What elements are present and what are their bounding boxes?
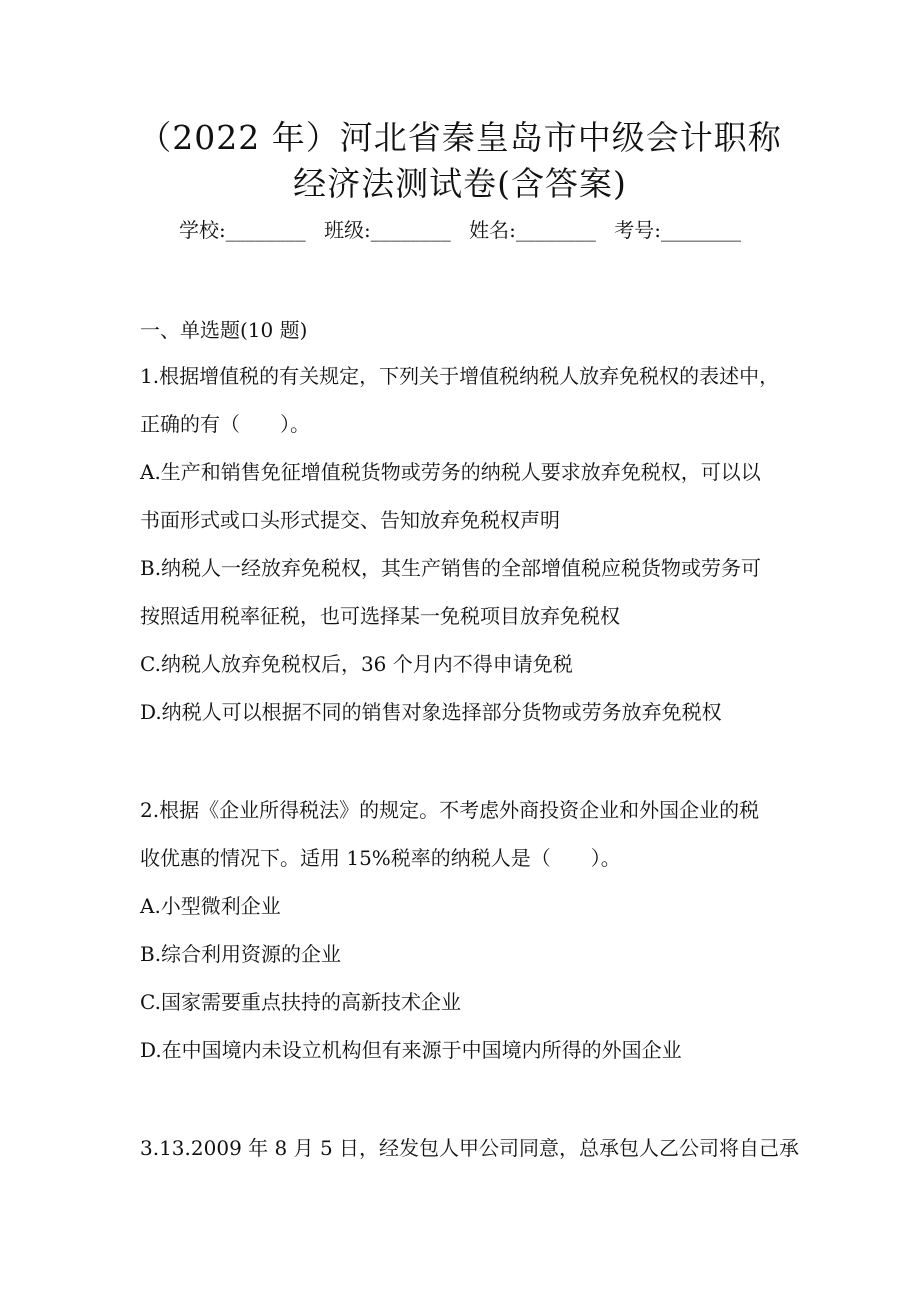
- question-1-option-a-line-2: 书面形式或口头形式提交、告知放弃免税权声明: [140, 508, 560, 532]
- document-title-line-1: （2022 年）河北省秦皇岛市中级会计职称: [138, 118, 782, 157]
- question-2-option-a: A.小型微利企业: [140, 894, 281, 918]
- question-2-option-b: B.综合利用资源的企业: [140, 942, 342, 966]
- exam-number-field: 考号:________: [614, 218, 742, 242]
- question-1-option-b-line-1: B.纳税人一经放弃免税权，其生产销售的全部增值税应税货物或劳务可: [140, 556, 762, 580]
- student-info-fields: [0, 216, 920, 244]
- question-2-stem-line-2: 收优惠的情况下。适用 15%税率的纳税人是（ ）。: [140, 846, 621, 870]
- question-1-stem-line-2: 正确的有（ ）。: [140, 412, 310, 436]
- school-field: 学校:________: [178, 218, 306, 242]
- class-field: 班级:________: [324, 218, 451, 242]
- question-1-stem-line-1: 1.根据增值税的有关规定，下列关于增值税纳税人放弃免税权的表述中，: [140, 364, 780, 388]
- question-2-option-d: D.在中国境内未设立机构但有来源于中国境内所得的外国企业: [140, 1038, 682, 1062]
- question-1-option-c: C.纳税人放弃免税权后，36 个月内不得申请免税: [140, 652, 573, 676]
- document-title-line-2: 经济法测试卷(含答案): [293, 164, 627, 203]
- question-1-option-a-line-1: A.生产和销售免征增值税货物或劳务的纳税人要求放弃免税权，可以以: [140, 460, 761, 484]
- question-2-option-c: C.国家需要重点扶持的高新技术企业: [140, 990, 461, 1014]
- question-1-option-b-line-2: 按照适用税率征税，也可选择某一免税项目放弃免税权: [140, 604, 620, 628]
- question-1-option-d: D.纳税人可以根据不同的销售对象选择部分货物或劳务放弃免税权: [140, 700, 722, 724]
- section-heading: 一、单选题(10 题): [140, 318, 308, 342]
- name-field: 姓名:________: [469, 218, 596, 242]
- question-2-stem-line-1: 2.根据《企业所得税法》的规定。不考虑外商投资企业和外国企业的税: [140, 798, 760, 822]
- question-3-stem-line-1: 3.13.2009 年 8 月 5 日，经发包人甲公司同意，总承包人乙公司将自己承: [140, 1136, 800, 1160]
